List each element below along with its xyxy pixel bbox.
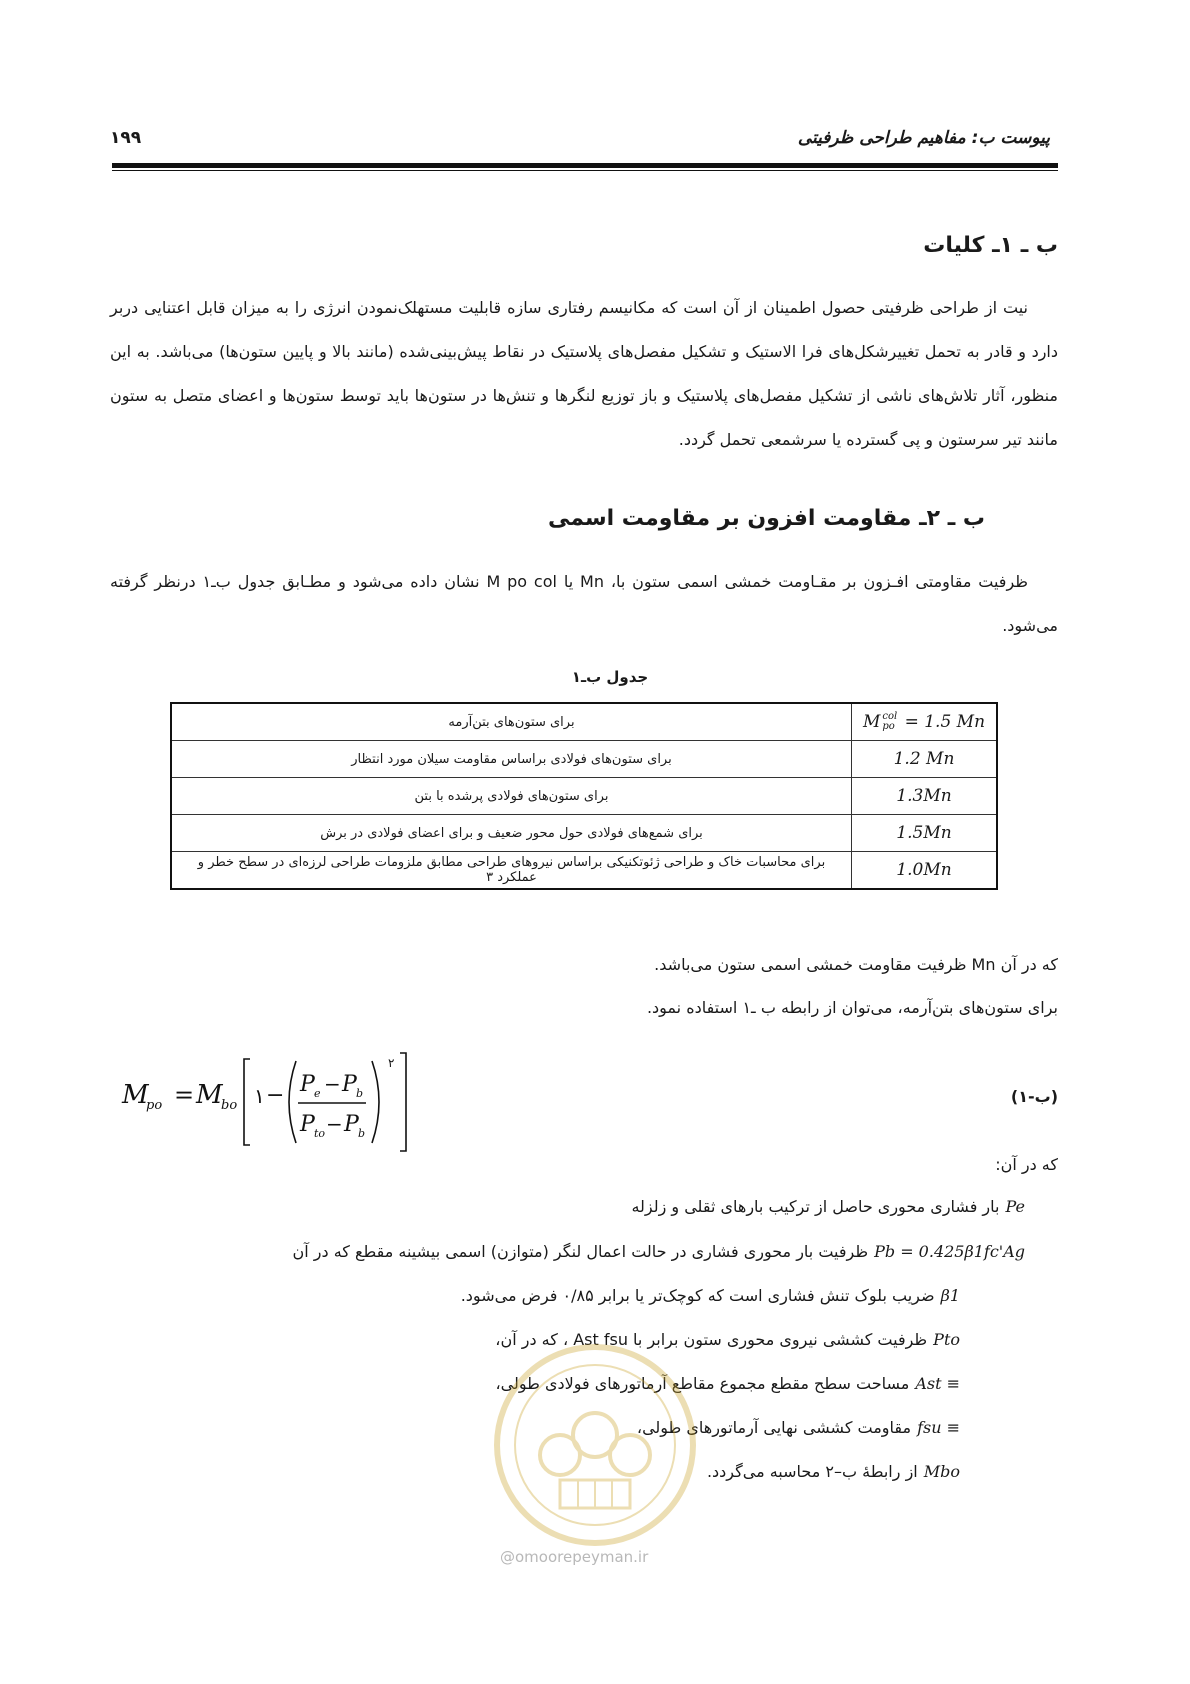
eq-b-sub: b [356,1087,364,1100]
def-symbol: β1 [940,1286,960,1305]
eq-left-paren [289,1061,296,1143]
table-caption: جدول ب‌ـ۱ [571,668,649,686]
table-row [171,741,997,778]
header-title: پیوست ب: مفاهیم طراحی ظرفیتی [797,128,1050,148]
table-cell-value: 1.0Mn [852,852,998,890]
def-text: ظرفیت بار محوری فشاری در حالت اعمال لنگر (متوازن) اسمی بیشینه مقطع که در آن [292,1242,869,1261]
eq-equals: = [174,1081,195,1109]
eq-minus2: − [324,1072,341,1096]
eq-exponent: ۲ [388,1056,395,1070]
eq-pe: P [300,1072,315,1097]
table-cell-desc: برای ستون‌های فولادی براساس مقاومت سیلان مورد انتظار [171,741,852,778]
table-cell-value: 1.3Mn [852,778,998,815]
table-row [171,815,997,852]
equation-b1 [110,1045,430,1155]
table-cell-desc: برای ستون‌های فولادی پرشده با بتن [171,778,852,815]
eq-minus: − [266,1083,285,1108]
watermark-seal-icon [490,1340,700,1550]
def-text: از رابطهٔ ب–۲ محاسبه می‌گردد. [706,1462,918,1481]
header-divider-thin [112,170,1058,171]
def-symbol: Pb = 0.425β1fc'Ag [874,1242,1025,1261]
eq-pb2: P [344,1112,359,1137]
def-symbol: Mbo [923,1462,960,1481]
eq-minus3: − [326,1112,343,1136]
table-cell-desc: برای ستون‌های بتن‌آرمه [171,703,852,741]
page-number: ۱۹۹ [110,128,142,148]
def-text: ظرفیت کششی نیروی محوری ستون برابر با Ast fsu ، که در آن، [495,1330,928,1349]
eq-m2: M [196,1080,223,1110]
def-symbol: fsu ≡ [917,1418,960,1437]
eq-e-sub: e [314,1087,321,1100]
def-symbol: Ast ≡ [915,1374,960,1393]
equation-label: (ب-۱) [1010,1087,1058,1106]
table-row [171,778,997,815]
definition-mbo [707,1462,960,1481]
definition-pb [292,1242,1025,1261]
eq-one: ۱ [254,1084,265,1108]
table-cell-value: 1.2 Mn [852,741,998,778]
eq-pb: P [342,1072,357,1097]
table-cell-desc: برای محاسبات خاک و طراحی ژئوتکنیکی براساس نیروهای طراحی مطابق ملزومات طراحی لرزه‌ای در سطح خطر و عملکرد ۳ [171,852,852,890]
def-text: بار فشاری محوری حاصل از ترکیب بارهای ثقلی و زلزله [631,1197,1000,1216]
eq-b-sub2: b [358,1127,366,1140]
table-row [171,852,997,890]
def-text: مساحت سطح مقطع مجموع مقاطع آرماتورهای فولادی طولی، [495,1374,910,1393]
overstrength-table [170,702,998,890]
section-2-paragraph: ظرفیت مقاومتی افـزون بر مقـاومت خمشی اسمی ستون با، Mn یا M po col نشان داده می‌شود و مطـابق جدول ب‌ـ۱ درنظر گرفته می‌شود. [110,572,1058,635]
def-symbol: Pe [1005,1197,1025,1216]
definition-beta1 [461,1286,960,1305]
equation-intro-line: برای ستون‌های بتن‌آرمه، می‌توان از رابطه ب ـ۱ استفاده نمود. [646,998,1058,1017]
table-cell-value: M col po = 1.5 Mn [852,703,998,741]
eq-m: M [122,1080,149,1110]
table-row [171,703,997,741]
def-text: مقاومت کششی نهایی آرماتورهای طولی، [636,1418,912,1437]
def-symbol: Pto [933,1330,960,1349]
eq-right-bracket [400,1053,406,1151]
section-2-heading: ب ـ ۲ـ مقاومت افزون بر مقاومت اسمی [547,506,985,531]
table-cell-desc: برای شمع‌های فولادی حول محور ضعیف و برای اعضای فولادی در برش [171,815,852,852]
mn-definition-line: که در آن Mn ظرفیت مقاومت خمشی اسمی ستون می‌باشد. [654,955,1058,974]
eq-left-bracket [244,1059,250,1145]
definition-pe [631,1197,1025,1216]
eq-to-sub: to [314,1127,326,1140]
def-text: ضریب بلوک تنش فشاری است که کوچک‌تر یا برابر ۰/۸۵ فرض می‌شود. [460,1286,935,1305]
eq-po: po [146,1098,163,1113]
eq-pto: P [300,1112,315,1137]
watermark-site: @omoorepeyman.ir [500,1548,649,1566]
table-cell-value: 1.5Mn [852,815,998,852]
section-1-paragraph: نیت از طراحی ظرفیتی حصول اطمینان از آن است که مکانیسم رفتاری سازه قابلیت مستهلک‌نمودن انرژی را به میزان قابل اعتنایی دربر دارد و قادر به تحمل تغییرشکل‌های فرا الاستیک و تشکیل مفصل‌های پلاستیک در نقاط پیش‌بینی‌شده (مانند بالا و پایین ستون‌ها) می‌باشد. به این منظور، آثار تلاش‌های ناشی از تشکیل مفصل‌های پلاستیک و باز توزیع لنگرها و تنش‌ها در ستون‌ها باید توسط ستون‌ها و اعضای متصل به ستون مانند تیر سرستون و پی گسترده یا سرشمعی تحمل گردد. [110,298,1058,449]
eq-bo: bo [221,1098,238,1113]
where-line: که در آن: [995,1155,1058,1174]
section-1-heading: ب ـ ۱ـ کلیات [923,233,1058,258]
header-divider [112,163,1058,168]
eq-right-paren [372,1061,379,1143]
